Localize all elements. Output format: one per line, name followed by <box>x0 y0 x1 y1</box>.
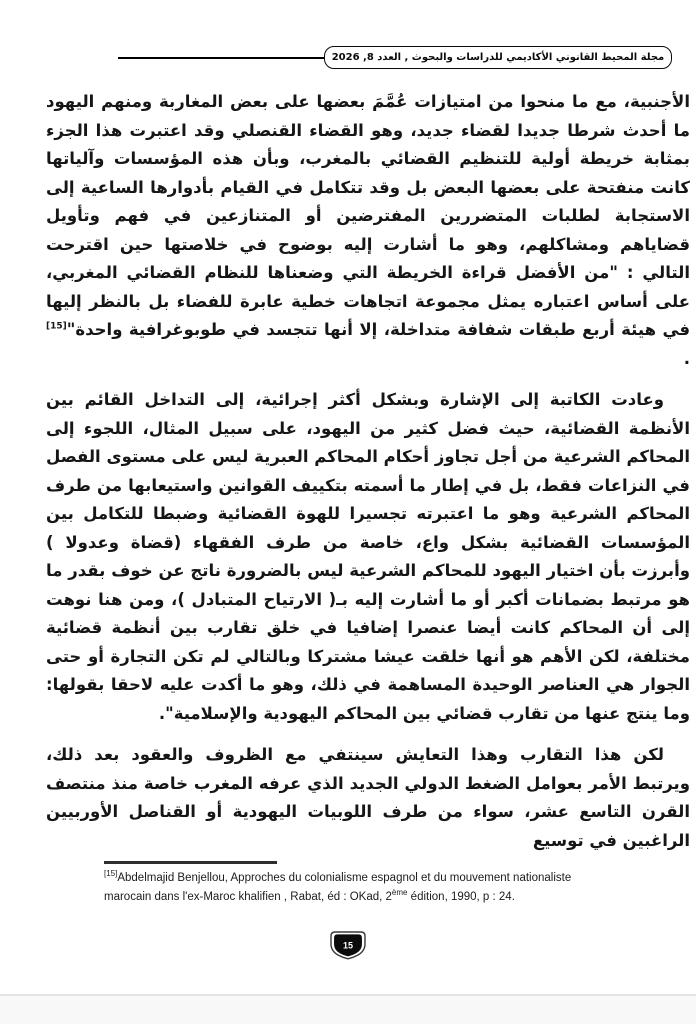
journal-header-box <box>324 46 672 69</box>
footnote-15 <box>104 869 604 907</box>
page-number-shield-icon <box>329 931 367 960</box>
footnote-reference-15: [15] <box>46 321 67 332</box>
paragraph-2: وعادت الكاتبة إلى الإشارة وبشكل أكثر إجرائية، إلى التداخل القائم بين الأنظمة القضائية، حيث فضل كثير من اليهود، على سبيل المثال، اللجوء إلى المحاكم الشرعية من أجل تجاوز أحكام المحاكم العبرية ليس على مستوى الفصل في النزاعات فقط، بل في إطار ما أسمته بتكييف القوانين واستيعابها من طرف المحاكم الشرعية وهو ما اعتبرته تجسيرا للهوة القضائية وضبطا للتكامل بين المؤسسات القضائية بشكل واع، خاصة من طرف الفقهاء (قضاة وعدولا ) وأبرزت بأن اختيار اليهود للمحاكم الشرعية ليس بالضرورة ناتج عن خوف بقدر ما هو مرتبط بضمانات أكبر أو ما أشارت إليه بـ( الارتياح المتبادل )، ومن هنا نوهت إلى أن المحاكم كانت أيضا عنصرا إضافيا في خلق تقارب بين أنظمة قضائية مختلفة، لكن الأهم هو أنها خلقت عيشا مشتركا وبالتالي لم تكن التجارة أو حتى الجوار هي العناصر الوحيدة المساهمة في ذلك، وهو ما أكدت عليه لاحقا بقولها: وما ينتج عنها من تقارب قضائي بين المحاكم اليهودية والإسلامية". <box>46 390 690 723</box>
footnote-text-part2: édition, 1990, p : 24. <box>407 891 515 903</box>
footnote-text-superscript: ème <box>391 888 408 898</box>
footnote-marker: [15] <box>104 869 118 879</box>
footnote-separator-line <box>104 861 277 864</box>
paragraph-3: لكن هذا التقارب وهذا التعايش سينتفي مع الظروف والعقود بعد ذلك، ويرتبط الأمر بعوامل الضغط الدولي الجديد الذي عرفه المغرب خاصة منذ منتصف القرن التاسع عشر، سواء من طرف اللوبيات اليهودية أو القناصل الأوربيين الراغبين في توسيع <box>46 745 690 850</box>
page-number-badge <box>329 931 367 960</box>
footnote-text-part1: Abdelmajid Benjellou, Approches du colonialisme espagnol et du mouvement nationaliste marocain dans l'ex-Maroc khalifien , Rabat, éd : OKad, 2 <box>104 872 572 903</box>
page-body-text <box>46 88 690 852</box>
page-bottom-edge-area <box>0 996 696 1024</box>
paragraph-1-text: الأجنبية، مع ما منحوا من امتيازات عُمَّمَ بعضها على بعض المغاربة ومنهم اليهود ما أحدث شرطا جديدا لقضاء جديد، وهو القضاء القنصلي وقد اعتبرت هذا الجزء بمثابة خريطة أولية للتنظيم القضائي بالمغرب، وبأن هذه المؤسسات وآلياتها كانت منفتحة على بعضها البعض بل وقد تتكامل في القيام بأدوارها الساعية إلى الاستجابة لطلبات المتضررين المفترضين أو المتنازعين في فهم وتأويل قضاياهم ومشاكلهم، وهو ما أشارت إليه بوضوح في خلاصتها حين اقترحت التالي : "من الأفضل قراءة الخريطة التي وضعناها للنظام القضائي المغربي، على أساس اعتباره يمثل مجموعة اتجاهات خطية عابرة للفضاء بل بالنظر إليها في هيئة أربع طبقات شفافة متداخلة، إلا أنها تتجسد في طوبوغرافية واحدة" <box>46 92 690 339</box>
page-number: 15 <box>342 940 354 951</box>
paragraph-1 <box>46 88 690 373</box>
header-rule-line <box>118 57 326 59</box>
journal-title: مجلة المحيط القانوني الأكاديمي للدراسات والبحوث , العدد 8, 2026 <box>331 52 665 63</box>
paragraph-1-end: . <box>683 348 690 368</box>
